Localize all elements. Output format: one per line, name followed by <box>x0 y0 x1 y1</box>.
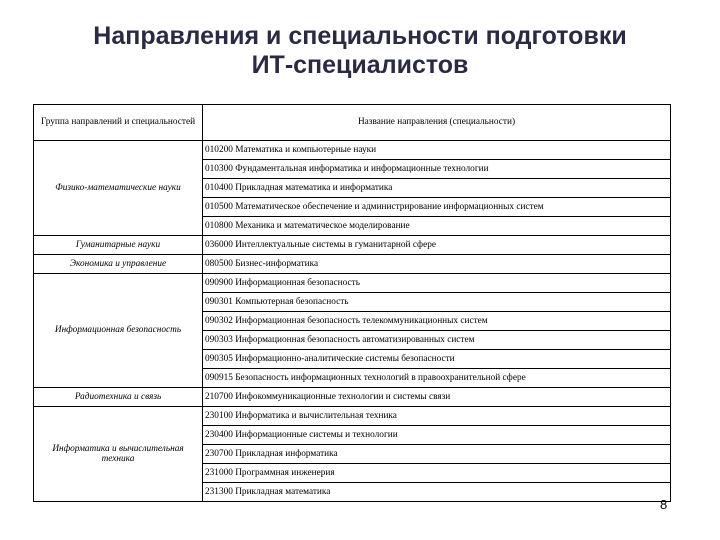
specialty-cell: 090900 Информационная безопасность <box>203 274 671 293</box>
specialty-cell: 010300 Фундаментальная информатика и информационные технологии <box>203 160 671 179</box>
header-name-cell: Название направления (специальности) <box>203 105 671 141</box>
table-row <box>34 236 671 255</box>
specialty-cell: 080500 Бизнес-информатика <box>203 255 671 274</box>
table-header-row <box>34 105 671 141</box>
slide-title <box>0 22 720 80</box>
specialty-cell: 036000 Интеллектуальные системы в гуманитарной сфере <box>203 236 671 255</box>
group-name-cell: Информационная безопасность <box>34 274 203 388</box>
table-row <box>34 255 671 274</box>
table-row <box>34 388 671 407</box>
specialty-cell: 010400 Прикладная математика и информатика <box>203 179 671 198</box>
specialty-cell: 230700 Прикладная информатика <box>203 445 671 464</box>
slide-title-line-1: Направления и специальности подготовки <box>93 22 627 50</box>
specialty-cell: 090303 Информационная безопасность автоматизированных систем <box>203 331 671 350</box>
specialty-cell: 090301 Компьютерная безопасность <box>203 293 671 312</box>
specialty-cell: 230100 Информатика и вычислительная техника <box>203 407 671 426</box>
specialty-cell: 090305 Информационно-аналитические системы безопасности <box>203 350 671 369</box>
group-name-cell: Физико-математические науки <box>34 141 203 236</box>
table-row <box>34 141 671 160</box>
specialties-table-body <box>34 105 671 502</box>
group-name-cell: Экономика и управление <box>34 255 203 274</box>
group-name-cell: Гуманитарные науки <box>34 236 203 255</box>
group-name-cell: Радиотехника и связь <box>34 388 203 407</box>
specialties-table <box>33 104 671 502</box>
specialty-cell: 210700 Инфокоммуникационные технологии и системы связи <box>203 388 671 407</box>
specialty-cell: 090915 Безопасность информационных технологий в правоохранительной сфере <box>203 369 671 388</box>
specialty-cell: 010800 Механика и математическое моделирование <box>203 217 671 236</box>
header-group-cell: Группа направлений и специальностей <box>34 105 203 141</box>
specialty-cell: 230400 Информационные системы и технологии <box>203 426 671 445</box>
specialty-cell: 231000 Программная инженерия <box>203 464 671 483</box>
specialty-cell: 010500 Математическое обеспечение и администрирование информационных систем <box>203 198 671 217</box>
page-number: 8 <box>660 497 668 512</box>
specialty-cell: 090302 Информационная безопасность телекоммуникационных систем <box>203 312 671 331</box>
specialty-cell: 231300 Прикладная математика <box>203 483 671 502</box>
group-name-cell: Информатика и вычислительная техника <box>34 407 203 502</box>
table-row <box>34 407 671 426</box>
table-row <box>34 274 671 293</box>
slide-title-line-2: ИТ-специалистов <box>251 51 469 79</box>
specialty-cell: 010200 Математика и компьютерные науки <box>203 141 671 160</box>
